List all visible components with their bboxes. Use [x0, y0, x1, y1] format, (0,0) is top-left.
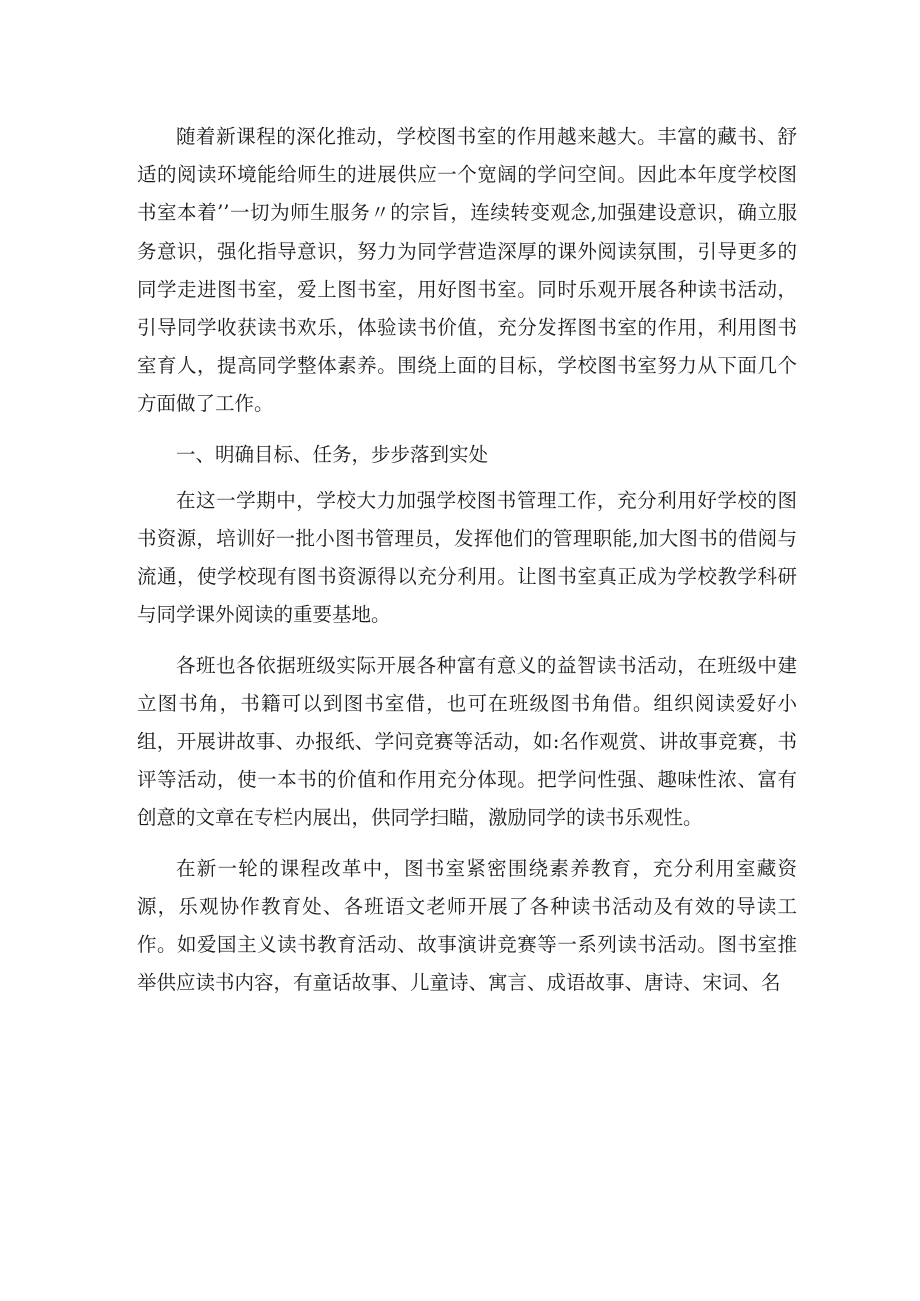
section-heading: 一、明确目标、任务，步步落到实处 [176, 442, 489, 466]
paragraph-class-activities: 各班也各依据班级实际开展各种富有意义的益智读书活动，在班级中建立图书角，书籍可以到图书室借，也可在班级图书角借。组织阅读爱好小组，开展讲故事、办报纸、学问竞赛等活动，如:名作观赏、讲故事竞赛，书评等活动，使一本书的价值和作用充分体现。把学问性强、趣味性浓、富有创意的文章在专栏内展出，供同学扫瞄，激励同学的读书乐观性。 [137, 653, 797, 830]
paragraph-semester: 在这一学期中，学校大力加强学校图书管理工作，充分利用好学校的图书资源，培训好一批小图书管理员，发挥他们的管理职能,加大图书的借阅与流通，使学校现有图书资源得以充分利用。让图书室真正成为学校教学科研与同学课外阅读的重要基地。 [137, 488, 797, 627]
paragraph-curriculum-reform: 在新一轮的课程改革中，图书室紧密围绕素养教育，充分利用室藏资源，乐观协作教育处、各班语文老师开展了各种读书活动及有效的导读工作。如爱国主义读书教育活动、故事演讲竞赛等一系列读书活动。图书室推举供应读书内容，有童话故事、儿童诗、寓言、成语故事、唐诗、宋词、名 [137, 856, 797, 995]
document-body [137, 118, 797, 1002]
intro-paragraph: 随着新课程的深化推动，学校图书室的作用越来越大。丰富的藏书、舒适的阅读环境能给师生的进展供应一个宽阔的学问空间。因此本年度学校图书室本着’’一切为师生服务〃的宗旨，连续转变观念,加强建设意识，确立服务意识，强化指导意识，努力为同学营造深厚的课外阅读氛围，引导更多的同学走进图书室，爱上图书室，用好图书室。同时乐观开展各种读书活动，引导同学收获读书欢乐，体验读书价值，充分发挥图书室的作用，利用图书室育人，提高同学整体素养。围绕上面的目标，学校图书室努力从下面几个方面做了工作。 [137, 125, 797, 416]
